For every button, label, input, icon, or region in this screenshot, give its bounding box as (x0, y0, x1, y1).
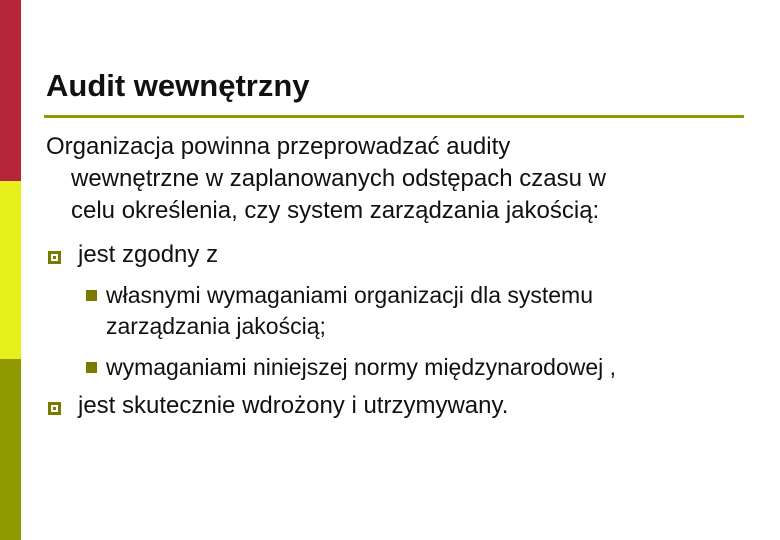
sub-bullet-2-line-1: wymaganiami niniejszej normy międzynarodowej , (106, 354, 617, 380)
left-stripe-olive (0, 359, 21, 540)
filled-square-bullet-icon (86, 290, 97, 301)
sub-bullet-1-line-2: zarządzania jakością; (106, 313, 326, 339)
square-bullet-icon (48, 251, 61, 264)
title-underline (44, 115, 744, 118)
intro-line-2: wewnętrzne w zaplanowanych odstępach czasu w (71, 165, 606, 192)
filled-square-bullet-icon (86, 362, 97, 373)
left-stripe-yellow (0, 181, 21, 359)
bullet-2-text: jest skutecznie wdrożony i utrzymywany. (78, 392, 509, 419)
slide-title: Audit wewnętrzny (46, 68, 310, 103)
bullet-1-text: jest zgodny z (78, 241, 219, 268)
intro-line-1: Organizacja powinna przeprowadzać audity (46, 133, 511, 160)
left-stripe-red (0, 0, 21, 181)
sub-bullet-1-line-1: własnymi wymaganiami organizacji dla systemu (106, 282, 594, 308)
intro-line-3: celu określenia, czy system zarządzania jakością: (71, 197, 600, 224)
square-bullet-icon (48, 402, 61, 415)
